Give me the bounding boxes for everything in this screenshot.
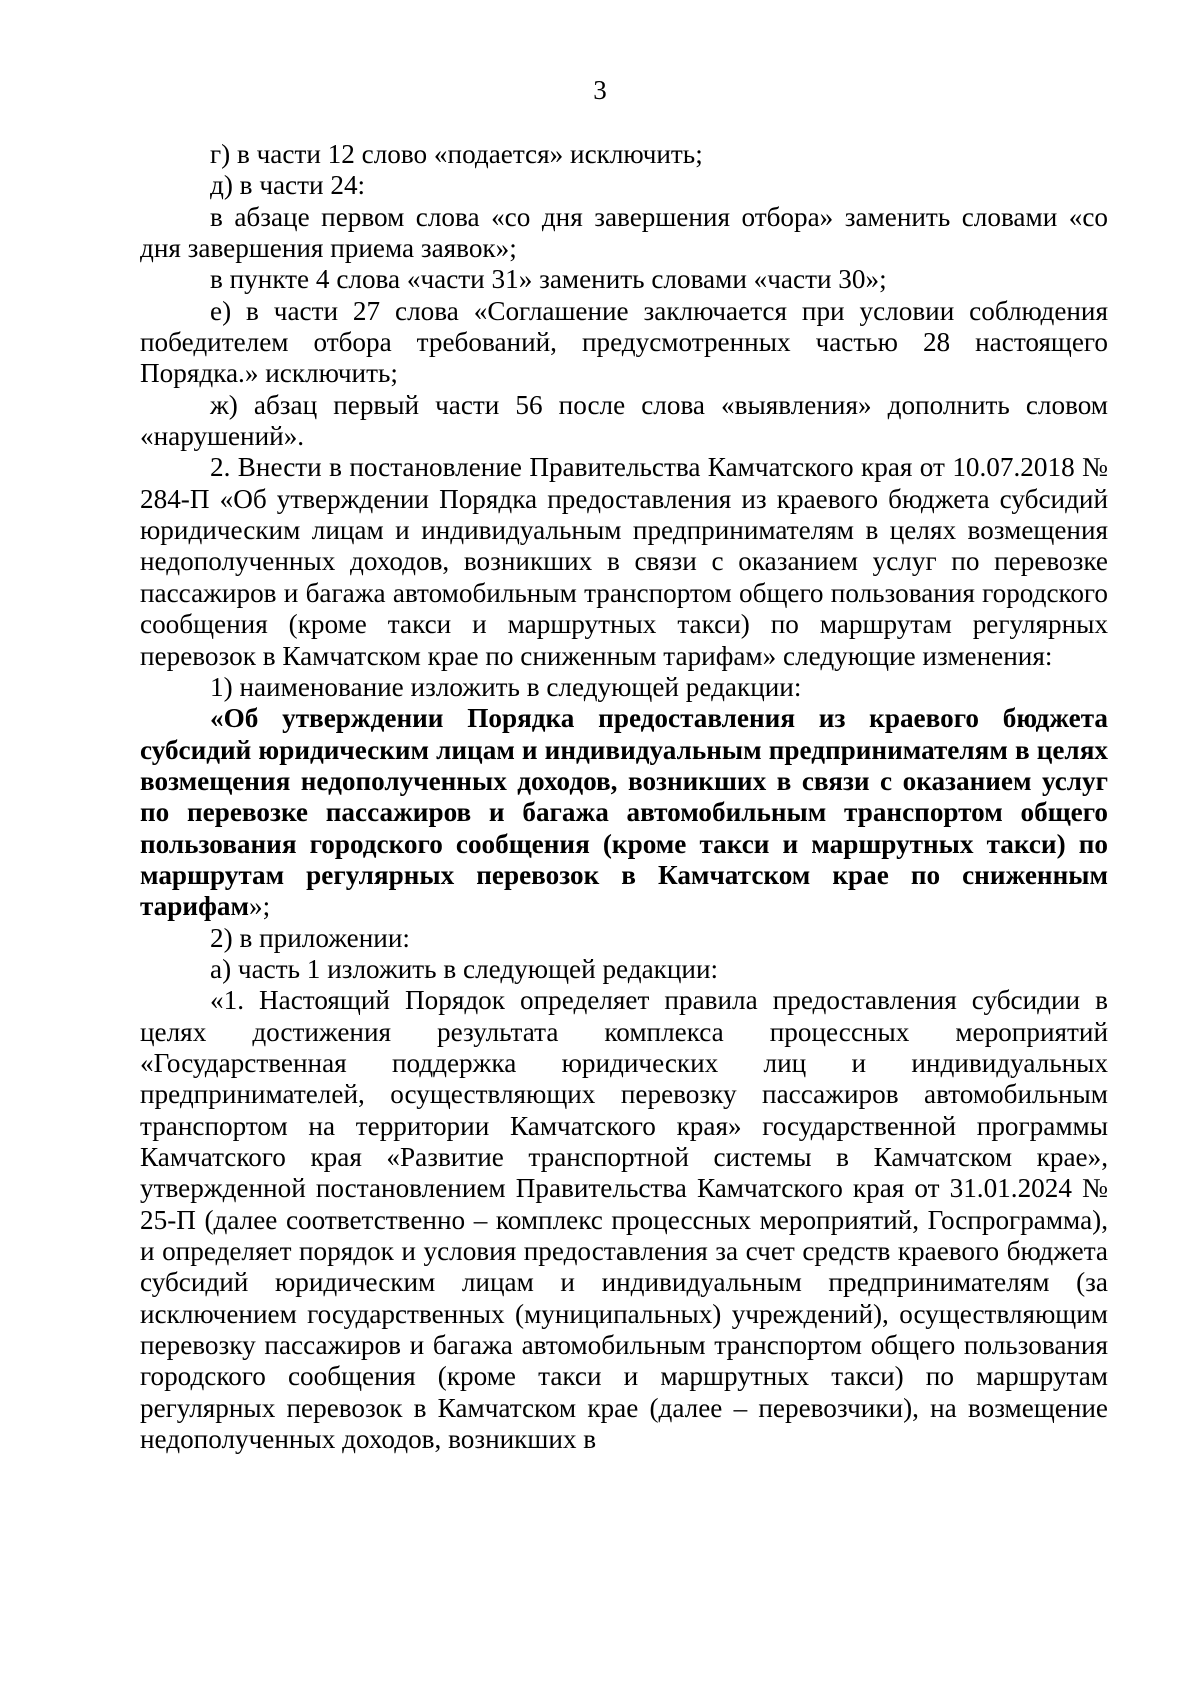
paragraph-subitem-1: 1) наименование изложить в следующей редакции: <box>210 671 802 702</box>
new-title-tail: »; <box>249 891 271 922</box>
paragraph-amendment-d-first-abzac: в абзаце первом слова «со дня завершения отбора» заменить словами «со дня завершения приема заявок»; <box>140 201 1108 264</box>
new-title-bold-text: «Об утверждении Порядка предоставления из краевого бюджета субсидий юридическим лицам и индивидуальным предпринимателям в целях возмещения недополученных доходов, возникших в связи с оказанием услуг по перевозке пассажиров и багажа автомобильным транспортом общего пользования городского сообщения (кроме такси и маршрутных такси) по маршрутам регулярных перевозок в Камчатском крае по сниженным тарифам <box>140 703 1108 922</box>
paragraph-subitem-2: 2) в приложении: <box>210 922 410 953</box>
page-number: 3 <box>593 75 607 105</box>
paragraph-new-part-1: «1. Настоящий Порядок определяет правила предоставления субсидии в целях достижения результата комплекса процессных мероприятий «Государственная поддержка юридических лиц и индивидуальных предпринимателей, осуществляющих перевозку пассажиров автомобильным транспортом на территории Камчатского края» государственной программы Камчатского края «Развитие транспортной системы в Камчатском крае», утвержденной постановлением Правительства Камчатского края от 31.01.2024 № 25-П (далее соответственно – комплекс процессных мероприятий, Госпрограмма), и определяет порядок и условия предоставления за счет средств краевого бюджета субсидий юридическим лицам и индивидуальным предпринимателям (за исключением государственных (муниципальных) учреждений), осуществляющим перевозку пассажиров и багажа автомобильным транспортом общего пользования городского сообщения (кроме такси и маршрутных такси) по маршрутам регулярных перевозок в Камчатском крае (далее – перевозчики), на возмещение недополученных доходов, возникших в <box>140 985 1108 1455</box>
paragraph-item-2: 2. Внести в постановление Правительства Камчатского края от 10.07.2018 № 284-П «Об утверждении Порядка предоставления из краевого бюджета субсидий юридическим лицам и индивидуальным предпринимателям в целях возмещения недополученных доходов, возникших в связи с оказанием услуг по перевозке пассажиров и багажа автомобильным транспортом общего пользования городского сообщения (кроме такси и маршрутных такси) по маршрутам регулярных перевозок в Камчатском крае по сниженным тарифам» следующие изменения: <box>140 452 1108 671</box>
paragraph-amendment-e: е) в части 27 слова «Соглашение заключается при условии соблюдения победителем отбора требований, предусмотренных частью 28 настоящего Порядка.» исключить; <box>140 295 1108 389</box>
paragraph-amendment-g: г) в части 12 слово «подается» исключить; <box>210 139 703 169</box>
paragraph-part-a: а) часть 1 изложить в следующей редакции: <box>210 953 719 984</box>
paragraph-amendment-d-point-4: в пункте 4 слова «части 31» заменить словами «части 30»; <box>210 264 887 295</box>
paragraph-amendment-zh: ж) абзац первый части 56 после слова «выявления» дополнить словом «нарушений». <box>140 389 1108 452</box>
new-title-block <box>140 703 1108 922</box>
document-body <box>140 139 1108 1455</box>
paragraph-amendment-d: д) в части 24: <box>210 170 366 201</box>
